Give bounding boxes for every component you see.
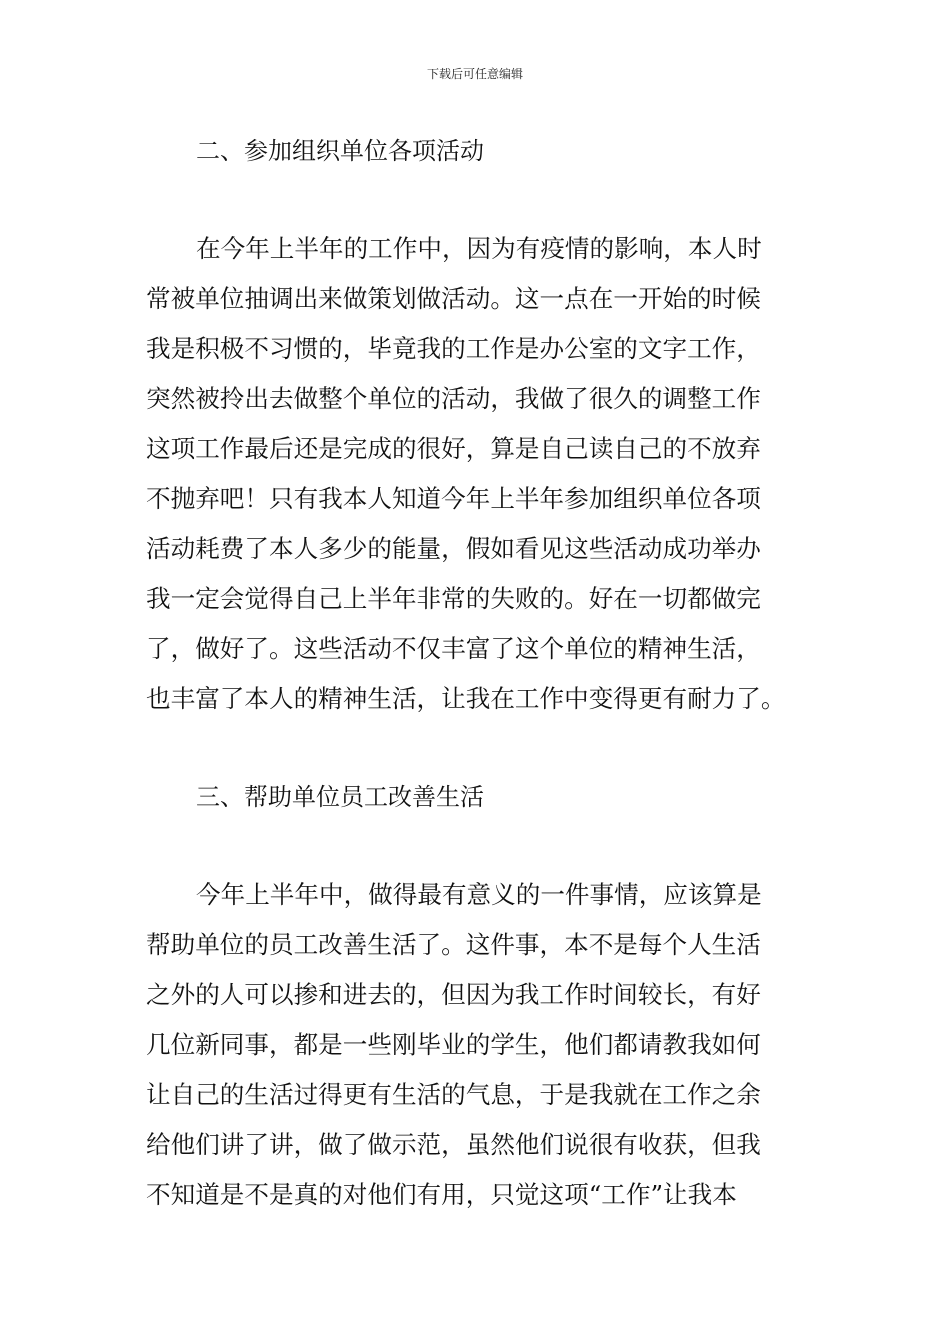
- paragraph-line: 活动耗费了本人多少的能量，假如看见这些活动成功举办: [146, 534, 761, 563]
- paragraph-line: 帮助单位的员工改善生活了。这件事，本不是每个人生活: [146, 930, 761, 959]
- paragraph-line: 几位新同事，都是一些刚毕业的学生，他们都请教我如何: [146, 1030, 761, 1059]
- paragraph-line: 这项工作最后还是完成的很好，算是自己读自己的不放弃: [146, 434, 761, 463]
- section-2-heading: 二、参加组织单位各项活动: [196, 137, 484, 165]
- section-3-heading: 三、帮助单位员工改善生活: [196, 783, 484, 811]
- paragraph-line: 在今年上半年的工作中，因为有疫情的影响，本人时: [196, 234, 762, 263]
- paragraph-line: 今年上半年中，做得最有意义的一件事情，应该算是: [196, 880, 762, 909]
- page-header-note: 下载后可任意编辑: [426, 67, 523, 81]
- paragraph-line: 我一定会觉得自己上半年非常的失败的。好在一切都做完: [146, 584, 761, 613]
- paragraph-line: 我是积极不习惯的，毕竟我的工作是办公室的文字工作，: [146, 334, 761, 363]
- paragraph-line: 给他们讲了讲，做了做示范，虽然他们说很有收获，但我: [146, 1130, 761, 1159]
- paragraph-line: 也丰富了本人的精神生活，让我在工作中变得更有耐力了。: [146, 684, 786, 713]
- paragraph-line: 不抛弃吧！只有我本人知道今年上半年参加组织单位各项: [146, 484, 761, 513]
- paragraph-line: 了，做好了。这些活动不仅丰富了这个单位的精神生活，: [146, 634, 761, 663]
- paragraph-line: 不知道是不是真的对他们有用，只觉这项“工作”让我本: [146, 1180, 737, 1209]
- paragraph-line: 常被单位抽调出来做策划做活动。这一点在一开始的时候: [146, 284, 761, 313]
- paragraph-line: 让自己的生活过得更有生活的气息，于是我就在工作之余: [146, 1080, 761, 1109]
- paragraph-line: 突然被拎出去做整个单位的活动，我做了很久的调整工作: [146, 384, 761, 413]
- paragraph-line: 之外的人可以掺和进去的，但因为我工作时间较长，有好: [146, 980, 761, 1009]
